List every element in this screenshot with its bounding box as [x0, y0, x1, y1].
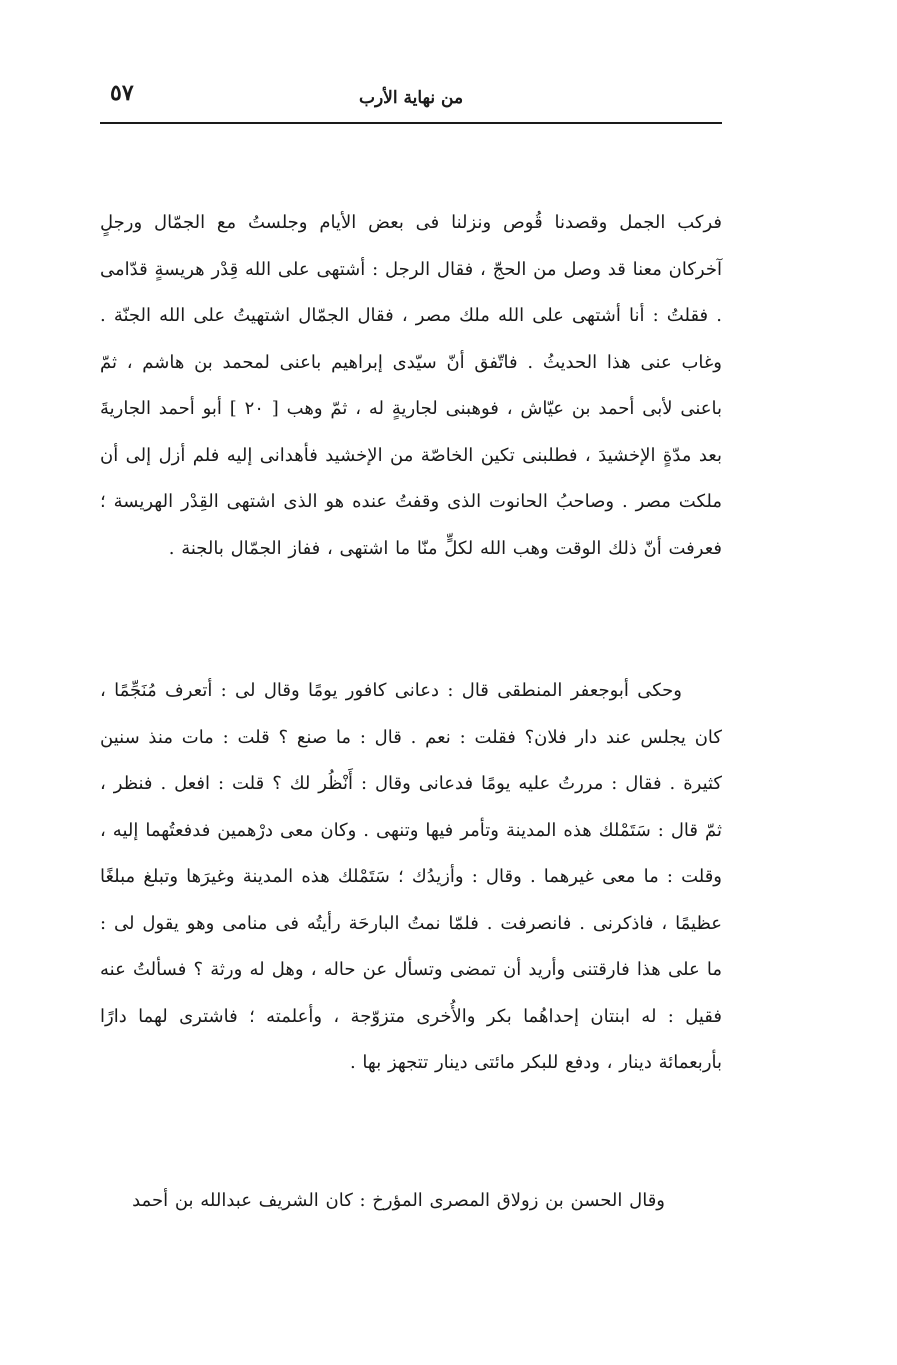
page-header: [100, 78, 722, 124]
running-title: من نهاية الأرب: [358, 88, 464, 108]
paragraph-body: وحكى أبوجعفر المنطقى قال : دعانى كافور يومًا وقال لى : أتعرف مُنَجِّمًا ، كان يجلس عند دار فلان؟ فقلت : نعم . قال : ما صنع ؟ قلت : مات منذ سنين كثيرة . فقال : مررتُ عليه يومًا فدعانى وقال : أَنْظُر لك ؟ قلت : افعل . فنظر ، ثمّ قال : سَتَمْلك هذه المدينة وتأمر فيها وتنهى . وكان معى درْهمين فدفعتُهما إليه ، وقلت : ما معى غيرهما . وقال : وأزيدُك ؛ سَتَمْلك هذه المدينة وغيرَها وتبلغ مبلغًا عظيمًا ، فاذكرنى . فانصرفت . فلمّا نمتُ البارحَة رأيتُه فى منامى وهو يقول لى : ما على هذا فارقتنى وأريد أن تمضى وتسأل عن حاله ، وهل له ورثة ؟ فسألتُ عنه فقيل : له ابنتان إحداهُما بكر والأُخرى متزوّجة ، وأعلمته ؛ فاشترى لهما دارًا بأربعمائة دينار ، ودفع للبكر مائتى دينار تتجهز بها .: [100, 680, 722, 1073]
header-rule: [100, 122, 722, 124]
paragraph-body: وقال الحسن بن زولاق المصرى المؤرخ : كان الشريف عبدالله بن أحمد: [132, 1190, 665, 1211]
page-number: ٥٧: [110, 80, 134, 106]
paragraph-body: فركب الجمل وقصدنا قُوص ونزلنا فى بعض الأيام وجلستُ مع الجمّال ورجلٍ آخركان معنا قد وصل من الحجّ ، فقال الرجل : أشتهى على الله قِدْر هريسةٍ قدّامى . فقلتُ : أنا أشتهى على الله ملك مصر ، فقال الجمّال اشتهيتُ على الله الجنّة . وغاب عنى هذا الحديثُ . فاتّفق أنّ سيّدى إبراهيم باعنى لمحمد بن هاشم ، ثمّ باعنى لأبى أحمد بن عيّاش ، فوهبنى لجاريةٍ له ، ثمّ وهب [ ٢٠ ] أبو أحمد الجاريةَ بعد مدّةٍ الإخشيدَ ، فطلبنى تكين الخاصّة من الإخشيد فأهدانى إليه فلم أزل إلى أن ملكت مصر . وصاحبُ الحانوت الذى وقفتُ عنده هو الذى اشتهى القِدْر الهريسة ؛ فعرفت أنّ ذلك الوقت وهب الله لكلٍّ منّا ما اشتهى ، ففاز الجمّال بالجنة .: [100, 212, 722, 559]
